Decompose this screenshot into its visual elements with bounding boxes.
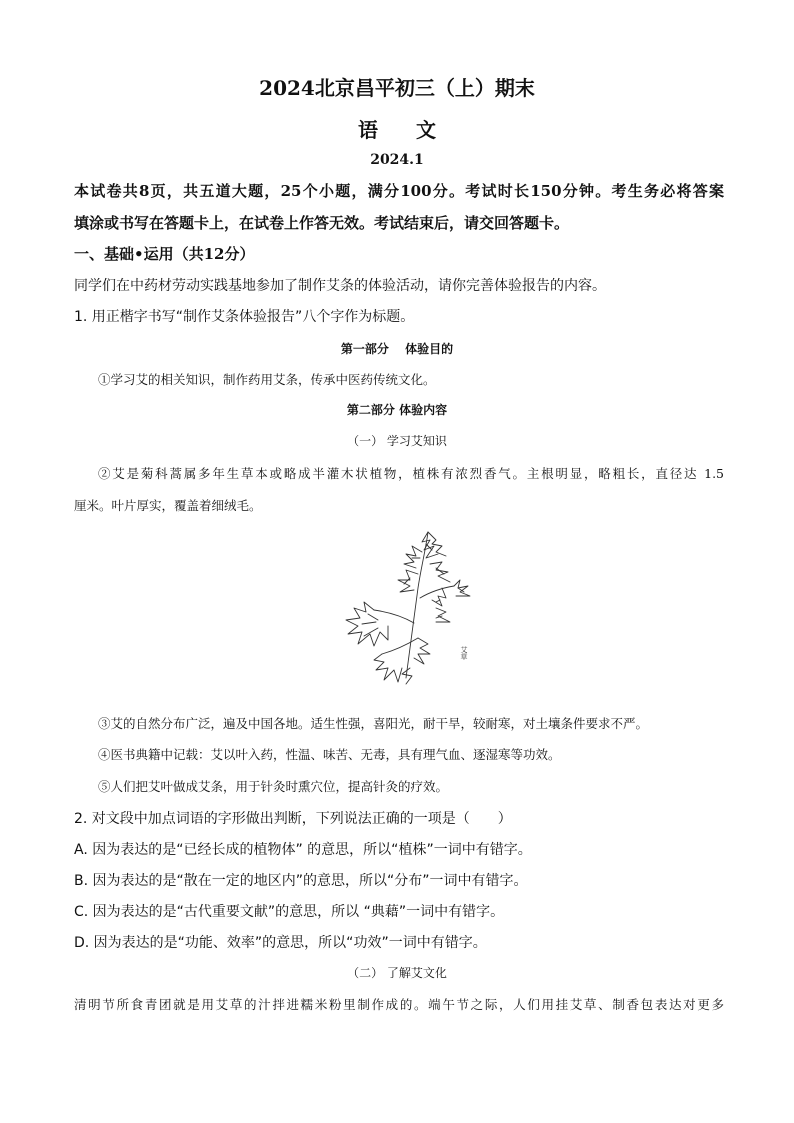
question-2-option-a[interactable]: A. 因为表达的是“已经长成的植物体” 的意思，所以“植株”一词中有错字。 [74, 842, 532, 858]
report-item-3: ③艾的自然分布广泛，遍及中国各地。适生性强，喜阳光，耐干旱，较耐寒，对土壤条件要求不严。 [98, 716, 649, 731]
question-2-option-d[interactable]: D. 因为表达的是“功能、效率”的意思，所以“功效”一词中有错字。 [74, 935, 487, 951]
section-intro: 同学们在中药材劳动实践基地参加了制作艾条的体验活动，请你完善体验报告的内容。 [74, 278, 606, 294]
report-paragraph-line-1: 清明节所食青团就是用艾草的汁拌进糯米粉里制作成的。端午节之际，人们用挂艾草、制香包表达对更多 [74, 997, 724, 1012]
report-part1-title: 第一部分 体验目的 [340, 342, 454, 356]
report-item-2-line-2: 厘米。叶片厚实，覆盖着细绒毛。 [74, 498, 262, 513]
subject-title: 语文 [358, 118, 474, 142]
report-item-5: ⑤人们把艾叶做成艾条，用于针灸时熏穴位，提高针灸的疗效。 [98, 779, 449, 794]
mugwort-illustration [318, 528, 478, 688]
question-2-option-c[interactable]: C. 因为表达的是“古代重要文献”的意思，所以 “典藉”一词中有错字。 [74, 904, 505, 920]
report-sub1-title: （一） 学习艾知识 [347, 434, 447, 448]
exam-date: 2024.1 [370, 152, 424, 168]
report-item-2-line-1: ②艾是菊科蒿属多年生草本或略成半灌木状植物，植株有浓烈香气。主根明显，略粗长，直径达 1.5 [98, 466, 724, 481]
figure-label: 艾草 [460, 646, 468, 660]
instructions-line-2: 填涂或书写在答题卡上，在试卷上作答无效。考试结束后，请交回答题卡。 [74, 214, 570, 232]
question-2-option-b[interactable]: B. 因为表达的是“散在一定的地区内”的意思，所以“分布”一词中有错字。 [74, 873, 528, 889]
instructions-line-1: 本试卷共8页，共五道大题，25个小题，满分100分。考试时长150分钟。考生务必将答案 [74, 182, 724, 200]
report-sub2-title: （二） 了解艾文化 [347, 966, 447, 980]
question-1: 1. 用正楷字书写“制作艾条体验报告”八个字作为标题。 [74, 309, 415, 325]
section-heading: 一、基础•运用（共12分） [74, 245, 255, 263]
question-2-stem: 2. 对文段中加点词语的字形做出判断，下列说法正确的一项是（ ） [74, 811, 512, 827]
page-title: 2024北京昌平初三（上）期末 [259, 76, 535, 100]
report-item-4: ④医书典籍中记载：艾以叶入药，性温、味苦、无毒，具有理气血、逐湿寒等功效。 [98, 747, 561, 762]
report-part2-title: 第二部分 体验内容 [346, 403, 448, 417]
report-item-1: ①学习艾的相关知识，制作药用艾条，传承中医药传统文化。 [98, 372, 436, 387]
